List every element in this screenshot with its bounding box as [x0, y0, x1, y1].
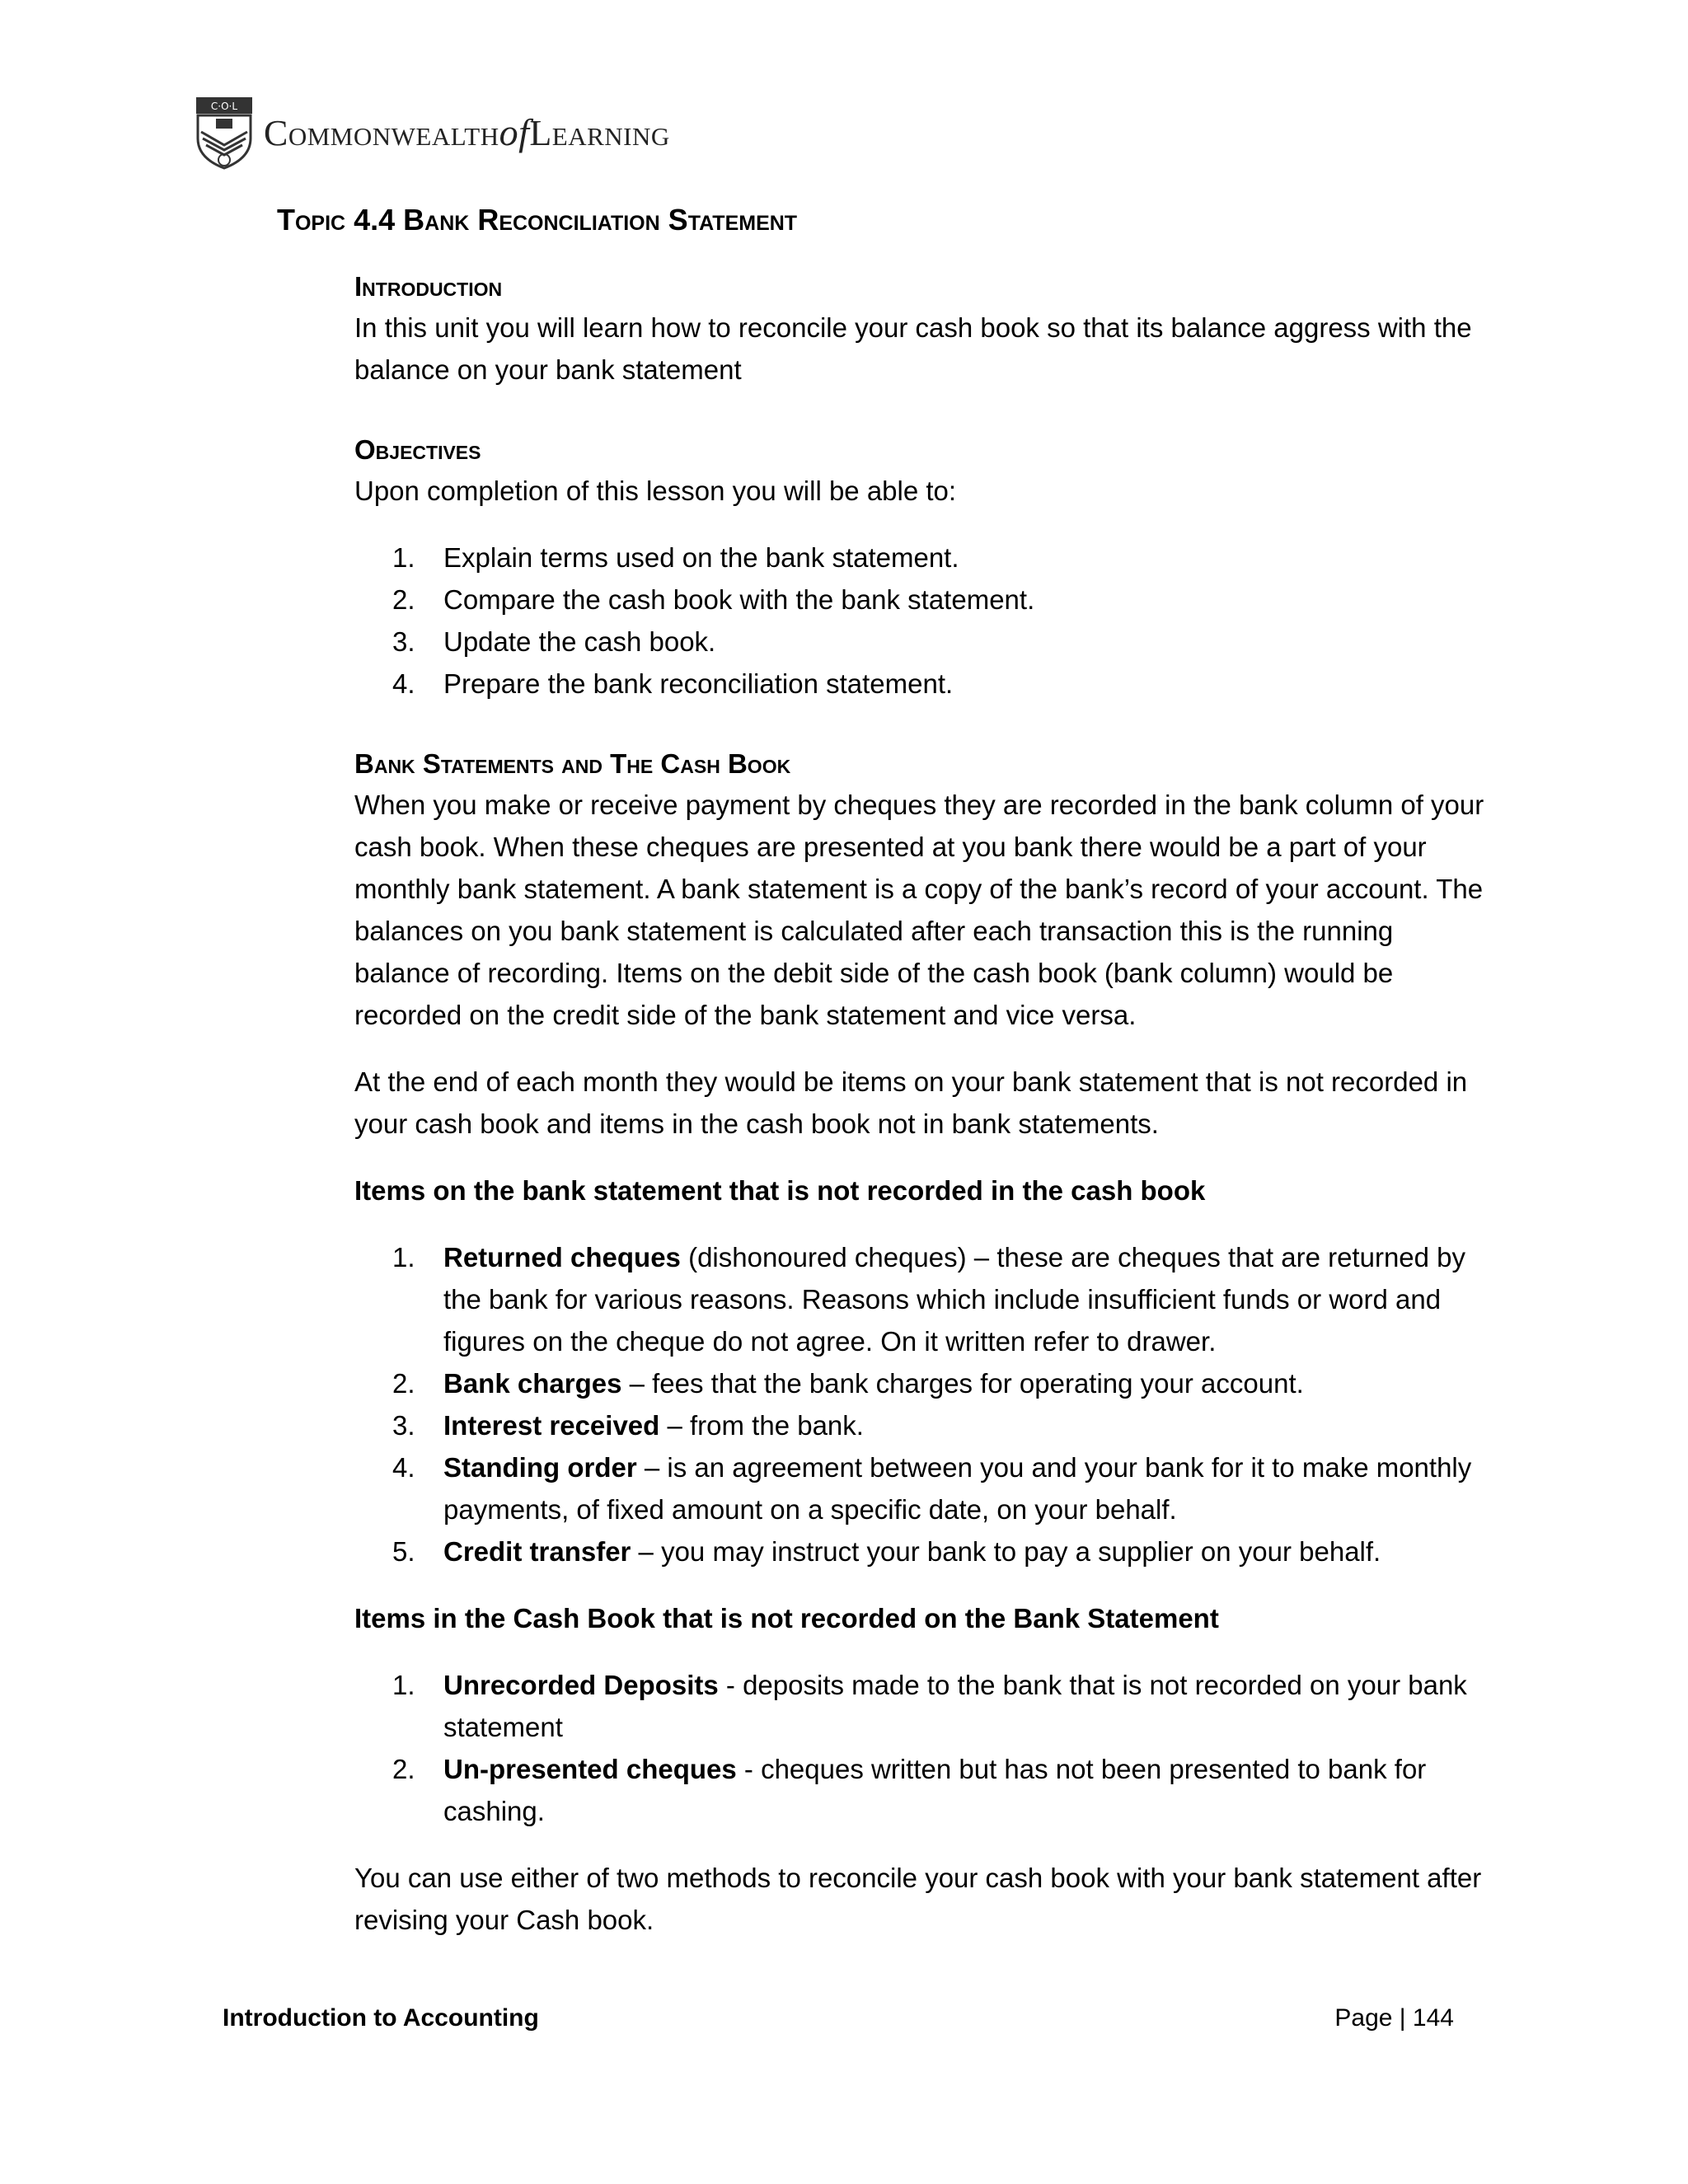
list-number: 4.	[392, 668, 415, 699]
list-item	[354, 1748, 1492, 1832]
list-item-text: – is an agreement between you and your bank for it to make monthly payments, of fixed amount on a specific date, on your behalf.	[443, 1452, 1472, 1525]
list-number: 2.	[392, 584, 415, 615]
list-item	[354, 579, 1492, 621]
list-number: 4.	[392, 1452, 415, 1483]
introduction-heading: Introduction	[354, 271, 503, 302]
list-number: 1.	[392, 1670, 415, 1700]
list-item	[354, 1404, 1492, 1446]
list-item	[354, 1362, 1492, 1404]
list-item-text: (dishonoured cheques) – these are cheques that are returned by the bank for various reasons. Reasons which include insufficient funds or word and figures on the cheque do not agree. On it written refer to drawer.	[443, 1242, 1466, 1357]
list-number: 2.	[392, 1368, 415, 1399]
list-item	[354, 1530, 1492, 1572]
closing-paragraph: You can use either of two methods to reconcile your cash book with your bank statement after revising your Cash book.	[354, 1863, 1482, 1935]
objectives-lead: Upon completion of this lesson you will be able to:	[354, 476, 957, 506]
list-item-text: – fees that the bank charges for operating your account.	[621, 1368, 1304, 1399]
items-cash-list	[354, 1664, 1492, 1832]
list-item-text: Compare the cash book with the bank statement.	[443, 584, 1035, 615]
list-item-term: Interest received	[443, 1410, 660, 1441]
list-item-text: Explain terms used on the bank statement.	[443, 542, 959, 573]
list-item	[354, 537, 1492, 579]
list-item-text: Prepare the bank reconciliation statement.	[443, 668, 954, 699]
list-item-text: - deposits made to the bank that is not recorded on your bank statement	[443, 1670, 1467, 1742]
list-item-term: Unrecorded Deposits	[443, 1670, 719, 1700]
col-shield-icon	[195, 96, 254, 170]
logo-word-learning: Learning	[529, 113, 670, 153]
logo-wordmark	[264, 111, 670, 153]
list-number: 3.	[392, 626, 415, 657]
content-body	[354, 267, 1492, 1941]
objectives-list	[354, 537, 1492, 705]
items-bank-heading: Items on the bank statement that is not recorded in the cash book	[354, 1175, 1206, 1206]
bank-statements-heading: Bank Statements and The Cash Book	[354, 748, 791, 779]
list-item-term: Bank charges	[443, 1368, 622, 1399]
footer-course-title: Introduction to Accounting	[223, 2004, 539, 2032]
commonwealth-of-learning-logo	[195, 96, 670, 170]
list-item-text: – from the bank.	[659, 1410, 864, 1441]
items-bank-list	[354, 1236, 1492, 1572]
logo-badge-text: C·O·L	[210, 101, 238, 112]
list-item	[354, 1446, 1492, 1530]
list-item	[354, 663, 1492, 705]
footer-page-number: Page | 144	[1334, 2004, 1454, 2032]
list-number: 2.	[392, 1754, 415, 1784]
bank-statements-paragraph-2: At the end of each month they would be items on your bank statement that is not recorded in your cash book and items in the cash book not in bank statements.	[354, 1066, 1468, 1139]
list-item-term: Standing order	[443, 1452, 637, 1483]
introduction-text: In this unit you will learn how to reconcile your cash book so that its balance aggress with the balance on your bank statement	[354, 312, 1472, 385]
bank-statements-paragraph-1: When you make or receive payment by cheques they are recorded in the bank column of your cash book. When these cheques are presented at you bank there would be a part of your monthly bank statement. A bank statement is a copy of the bank’s record of your account. The balances on you bank statement is calculated after each transaction this is the running balance of recording. Items on the debit side of the cash book (bank column) would be recorded on the credit side of the bank statement and vice versa.	[354, 790, 1484, 1030]
list-number: 1.	[392, 1242, 415, 1272]
list-number: 5.	[392, 1536, 415, 1567]
list-item-term: Un-presented cheques	[443, 1754, 737, 1784]
list-item	[354, 1664, 1492, 1748]
list-item-text: – you may instruct your bank to pay a supplier on your behalf.	[631, 1536, 1381, 1567]
list-item-term: Returned cheques	[443, 1242, 681, 1272]
list-number: 1.	[392, 542, 415, 573]
logo-word-of: of	[499, 111, 530, 153]
list-item	[354, 621, 1492, 663]
list-item-text: - cheques written but has not been presented to bank for cashing.	[443, 1754, 1427, 1826]
topic-title: Topic 4.4 Bank Reconciliation Statement	[277, 203, 798, 237]
items-cash-heading: Items in the Cash Book that is not recorded on the Bank Statement	[354, 1603, 1219, 1633]
list-number: 3.	[392, 1410, 415, 1441]
objectives-heading: Objectives	[354, 434, 481, 465]
logo-word-commonwealth: Commonwealth	[264, 113, 499, 153]
list-item-text: Update the cash book.	[443, 626, 716, 657]
list-item	[354, 1236, 1492, 1362]
list-item-term: Credit transfer	[443, 1536, 631, 1567]
